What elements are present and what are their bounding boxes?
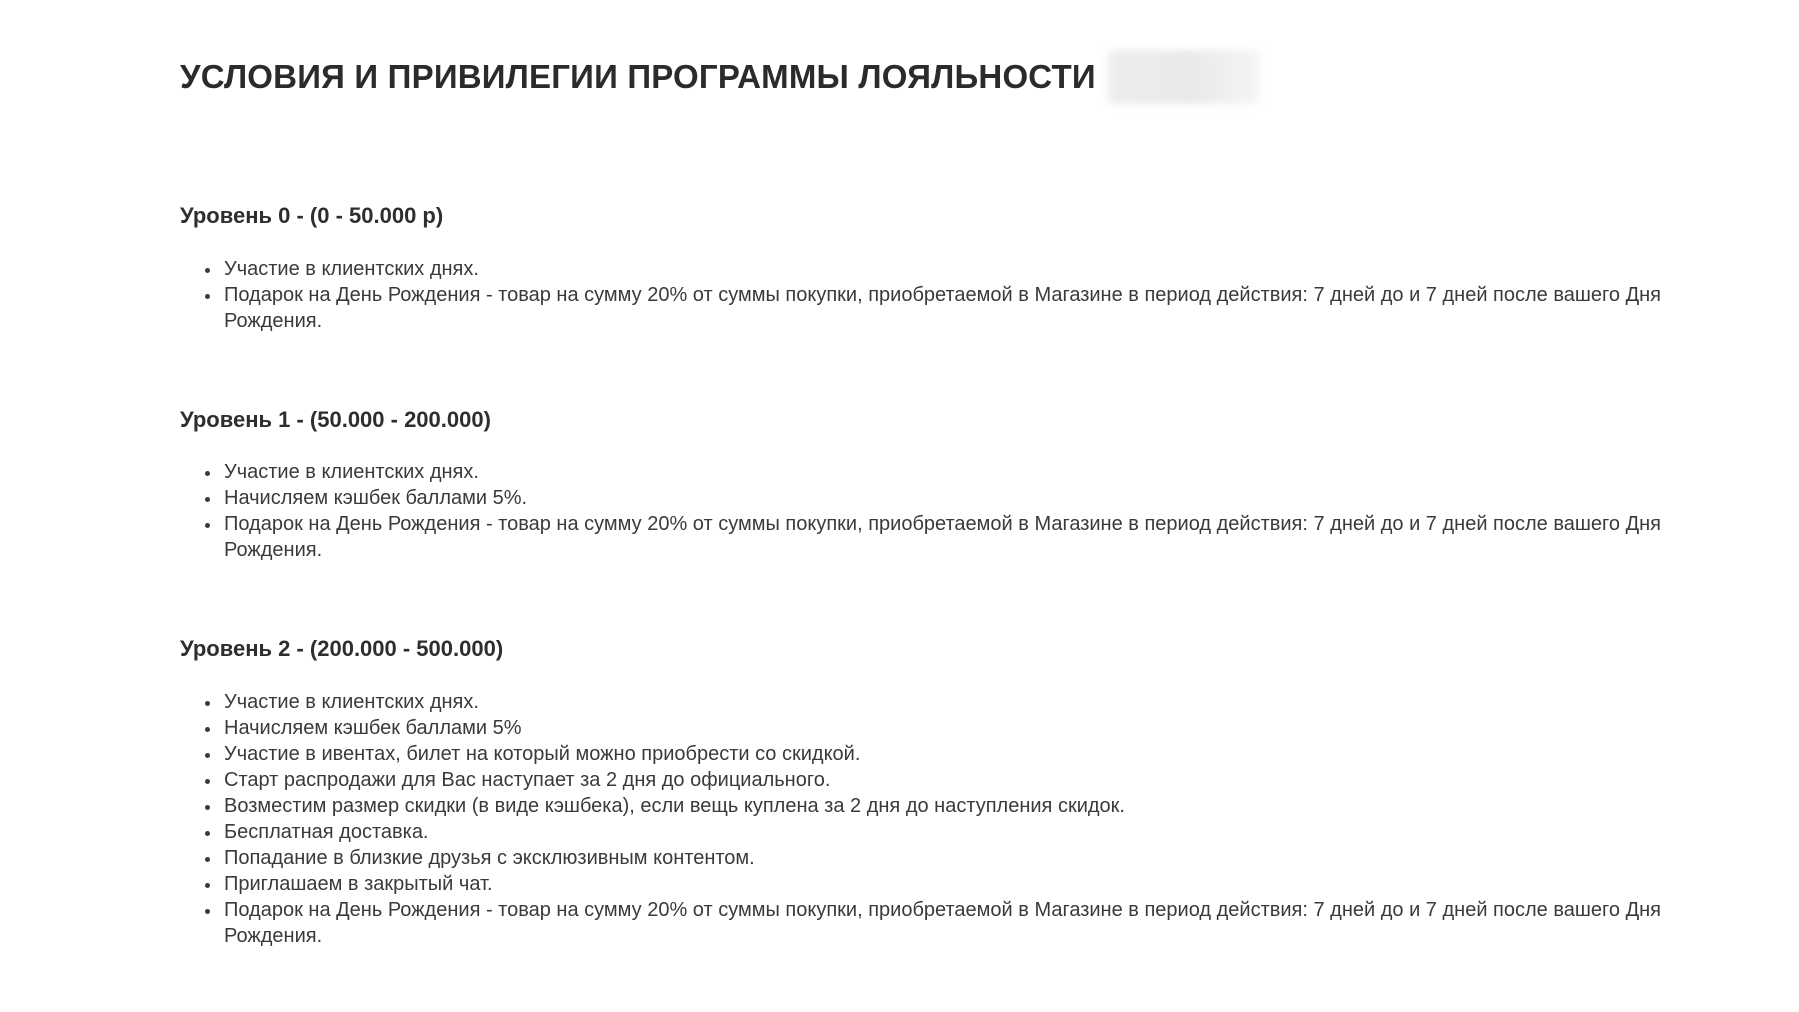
benefit-bullet: • Попадание в близкие друзья с эксклюзивным контентом. [222,845,1745,871]
benefit-bullet: • Участие в клиентских днях. [222,256,1745,282]
benefit-bullet: • Участие в клиентских днях. [222,689,1745,715]
sections-container [180,202,1745,949]
loyalty-level-section [180,202,1745,334]
benefits-list [180,256,1745,334]
benefit-bullet: • Начисляем кэшбек баллами 5%. [222,485,1745,511]
benefit-bullet: • Приглашаем в закрытый чат. [222,871,1745,897]
benefit-bullet: • Подарок на День Рождения - товар на сумму 20% от суммы покупки, приобретаемой в Магазине в период действия: 7 дней до и 7 дней после вашего Дня Рождения. [222,282,1745,334]
benefits-list [180,689,1745,949]
benefit-bullet: • Подарок на День Рождения - товар на сумму 20% от суммы покупки, приобретаемой в Магазине в период действия: 7 дней до и 7 дней после вашего Дня Рождения. [222,897,1745,949]
title-row [180,50,1745,104]
benefit-bullet: • Участие в ивентах, билет на который можно приобрести со скидкой. [222,741,1745,767]
redacted-brand-blur [1108,50,1260,104]
loyalty-level-section [180,635,1745,949]
benefit-bullet: • Подарок на День Рождения - товар на сумму 20% от суммы покупки, приобретаемой в Магазине в период действия: 7 дней до и 7 дней после вашего Дня Рождения. [222,511,1745,563]
benefit-bullet: • Бесплатная доставка. [222,819,1745,845]
level-heading: Уровень 1 - (50.000 - 200.000) [180,406,491,432]
benefit-bullet: • Участие в клиентских днях. [222,459,1745,485]
level-heading: Уровень 0 - (0 - 50.000 р) [180,203,444,228]
benefits-list [180,459,1745,563]
level-heading: Уровень 2 - (200.000 - 500.000) [180,636,504,661]
benefit-bullet: • Возместим размер скидки (в виде кэшбека), если вещь куплена за 2 дня до наступления скидок. [222,793,1745,819]
benefit-bullet: • Старт распродажи для Вас наступает за 2 дня до официального. [222,767,1745,793]
benefit-bullet: • Начисляем кэшбек баллами 5% [222,715,1745,741]
loyalty-level-section [180,406,1745,564]
page-title: УСЛОВИЯ И ПРИВИЛЕГИИ ПРОГРАММЫ ЛОЯЛЬНОСТИ [180,58,1096,96]
